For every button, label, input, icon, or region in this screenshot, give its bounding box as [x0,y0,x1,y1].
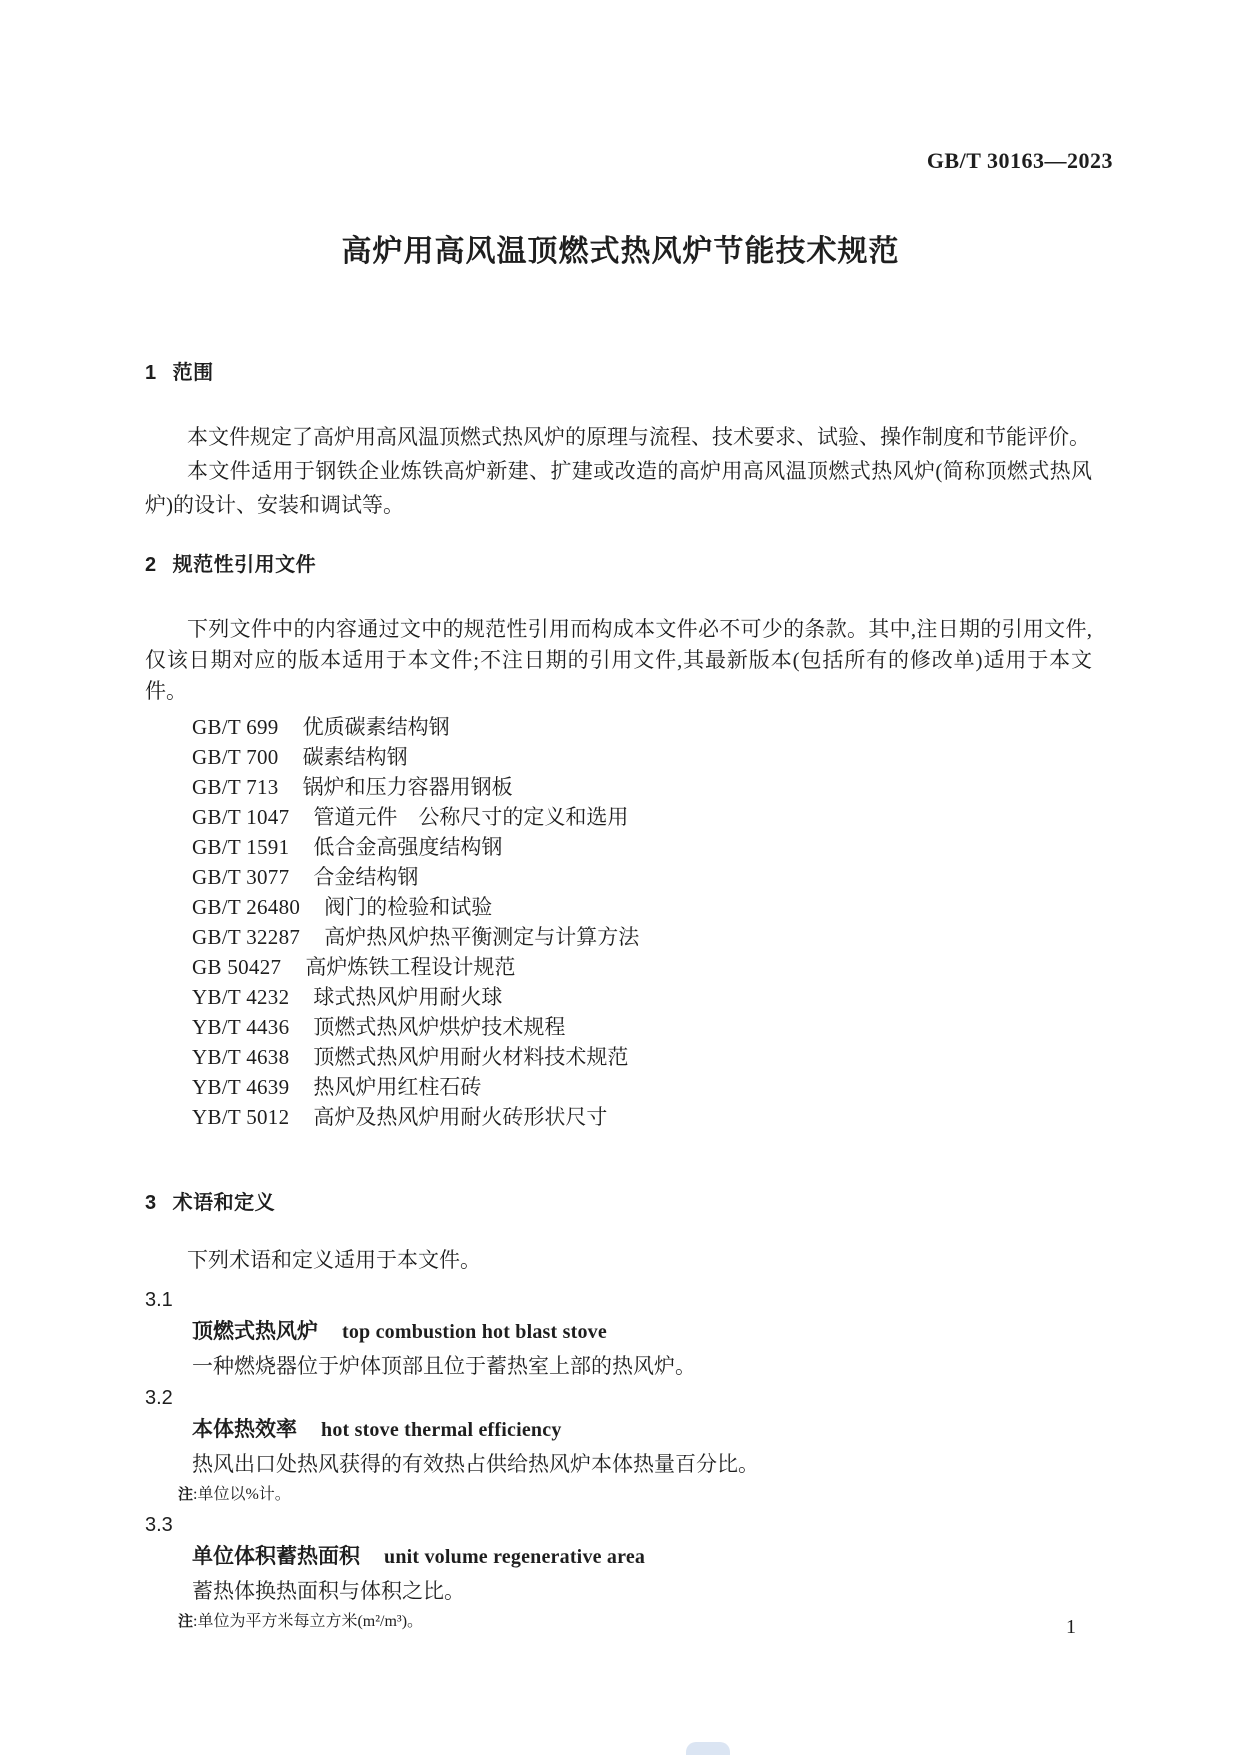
reference-code: GB/T 699 [192,715,279,739]
paragraph-scope-1: 本文件规定了高炉用高风温顶燃式热风炉的原理与流程、技术要求、试验、操作制度和节能评价。 [187,425,1090,449]
page-title: 高炉用高风温顶燃式热风炉节能技术规范 [341,235,900,268]
term-title-line [145,1414,1092,1448]
reference-item [192,1012,1092,1042]
section-3-heading [145,1186,275,1215]
term-note [145,1607,1092,1636]
section-2-title: 规范性引用文件 [172,554,317,576]
reference-title: 管道元件 公称尺寸的定义和选用 [313,805,629,829]
reference-title: 球式热风炉用耐火球 [313,985,503,1009]
section-1-number: 1 [145,362,157,384]
reference-code: GB 50427 [192,955,282,979]
reference-title: 阀门的检验和试验 [324,895,493,919]
section-1-body [145,420,1092,522]
term-definition: 一种燃烧器位于炉体顶部且位于蓄热室上部的热风炉。 [192,1354,696,1378]
reference-code: GB/T 700 [192,745,279,769]
term-english: unit volume regenerative area [384,1546,646,1568]
section-2-intro: 下列文件中的内容通过文中的规范性引用而构成本文件必不可少的条款。其中,注日期的引用文件,仅该日期对应的版本适用于本文件;不注日期的引用文件,其最新版本(包括所有的修改单)适用于本文件。 [145,617,1092,703]
reference-title: 优质碳素结构钢 [302,715,450,739]
reference-item [192,712,1092,742]
bottom-blue-artifact [686,1742,730,1755]
term-english: hot stove thermal efficiency [321,1419,562,1441]
term-chinese: 本体热效率 [192,1418,297,1441]
paragraph-scope-2: 本文件适用于钢铁企业炼铁高炉新建、扩建或改造的高炉用高风温顶燃式热风炉(简称顶燃式热风炉)的设计、安装和调试等。 [145,459,1092,517]
reference-item [192,772,1092,802]
reference-code: YB/T 4436 [192,1015,290,1039]
term-chinese: 单位体积蓄热面积 [192,1545,360,1568]
reference-code: GB/T 1591 [192,835,290,859]
reference-code: GB/T 26480 [192,895,301,919]
term-note [145,1480,1092,1509]
term-entry-3-3 [145,1509,1092,1636]
reference-item [192,952,1092,982]
term-title-line [145,1541,1092,1575]
term-number: 3.2 [145,1387,173,1409]
reference-title: 低合金高强度结构钢 [313,835,503,859]
reference-code: GB/T 1047 [192,805,290,829]
term-entry-3-1 [145,1284,1092,1382]
reference-item [192,802,1092,832]
term-english: top combustion hot blast stove [342,1321,607,1343]
reference-code: GB/T 3077 [192,865,290,889]
section-3-number: 3 [145,1192,157,1214]
reference-code: YB/T 5012 [192,1105,290,1129]
term-definition: 热风出口处热风获得的有效热占供给热风炉本体热量百分比。 [192,1452,759,1476]
term-number: 3.1 [145,1289,173,1311]
reference-item [192,832,1092,862]
reference-code: GB/T 713 [192,775,279,799]
reference-code: YB/T 4639 [192,1075,290,1099]
note-label: 注 [178,1613,194,1630]
reference-item [192,862,1092,892]
section-1-title: 范围 [172,362,214,384]
reference-title: 高炉及热风炉用耐火砖形状尺寸 [313,1105,608,1129]
term-chinese: 顶燃式热风炉 [192,1320,318,1343]
reference-title: 高炉热风炉热平衡测定与计算方法 [324,925,640,949]
section-3-title: 术语和定义 [172,1192,276,1214]
reference-title: 热风炉用红柱石砖 [313,1075,482,1099]
reference-item [192,742,1092,772]
section-1-heading [145,356,214,385]
reference-title: 顶燃式热风炉用耐火材料技术规范 [313,1045,629,1069]
term-title-line [145,1316,1092,1350]
reference-code: GB/T 32287 [192,925,301,949]
reference-code: YB/T 4638 [192,1045,290,1069]
section-2-number: 2 [145,554,157,576]
term-entry-3-2 [145,1382,1092,1509]
reference-title: 锅炉和压力容器用钢板 [302,775,513,799]
note-label: 注 [178,1486,194,1503]
section-2-heading [145,548,316,577]
reference-item [192,982,1092,1012]
page-number: 1 [1066,1616,1076,1638]
reference-title: 碳素结构钢 [302,745,408,769]
reference-code: YB/T 4232 [192,985,290,1009]
term-definition: 蓄热体换热面积与体积之比。 [192,1579,465,1603]
note-text: :单位以%计。 [193,1486,291,1503]
reference-title: 顶燃式热风炉烘炉技术规程 [313,1015,566,1039]
normative-reference-list [192,712,1092,1132]
term-number: 3.3 [145,1514,173,1536]
reference-item [192,1042,1092,1072]
reference-item [192,1072,1092,1102]
doc-number: GB/T 30163—2023 [926,148,1113,173]
note-text: :单位为平方米每立方米(m²/m³)。 [193,1613,424,1630]
reference-item [192,892,1092,922]
terms-and-definitions [145,1284,1092,1636]
reference-item [192,1102,1092,1132]
reference-title: 高炉炼铁工程设计规范 [305,955,516,979]
reference-item [192,922,1092,952]
section-3-intro: 下列术语和定义适用于本文件。 [187,1248,481,1272]
reference-title: 合金结构钢 [313,865,419,889]
